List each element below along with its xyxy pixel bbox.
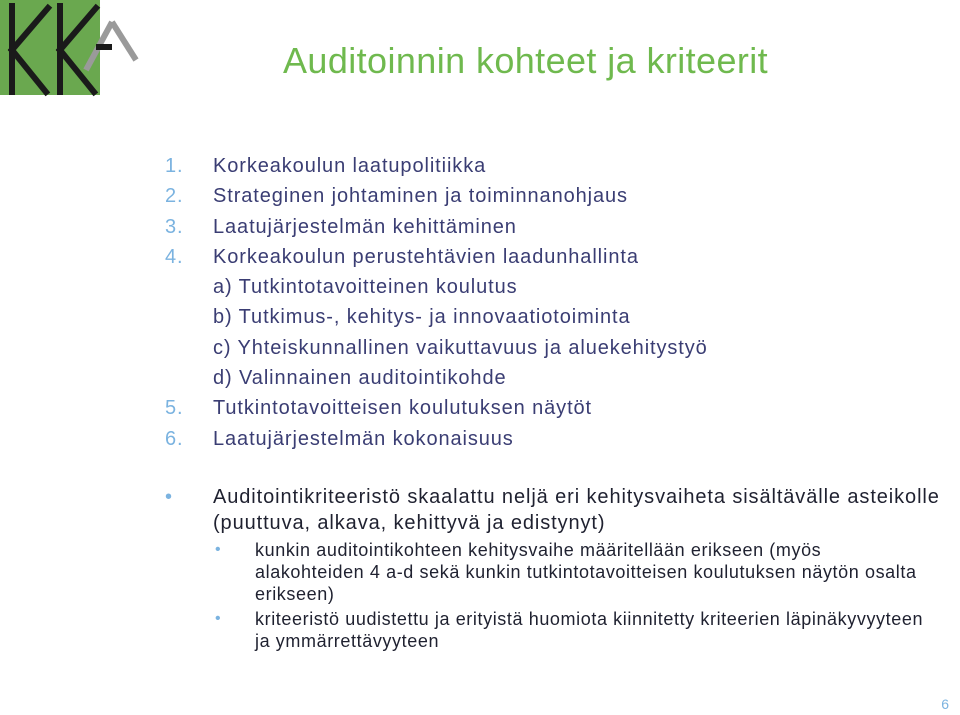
list-number: 4.	[165, 245, 184, 268]
list-subitem	[165, 272, 925, 302]
list-text: d) Valinnainen auditointikohde	[213, 367, 507, 390]
list-subitem	[165, 363, 925, 393]
bullet-icon: •	[215, 610, 222, 627]
list-text: Korkeakoulun perustehtävien laadunhallinta	[213, 245, 639, 268]
slide-number: 6	[941, 696, 949, 712]
list-number: 3.	[165, 215, 184, 238]
bullet-text: Auditointikriteeristö skaalattu neljä eri kehitysvaiheta sisältävälle asteikolle (puuttuva, alkava, kehittyvä ja edistynyt)	[213, 486, 940, 534]
list-number: 6.	[165, 427, 184, 450]
list-text: Tutkintotavoitteisen koulutuksen näytöt	[213, 397, 593, 420]
slide-title: Auditoinnin kohteet ja kriteerit	[283, 40, 769, 81]
list-number: 2.	[165, 185, 184, 208]
kka-logo	[0, 0, 140, 100]
bullet-icon: •	[215, 541, 222, 558]
list-item	[165, 151, 925, 181]
list-item	[165, 181, 925, 211]
list-number: 5.	[165, 397, 184, 420]
list-subitem	[165, 333, 925, 363]
list-item	[165, 242, 925, 272]
list-subitem	[165, 302, 925, 332]
list-number: 1.	[165, 155, 184, 177]
list-text: b) Tutkimus-, kehitys- ja innovaatiotoiminta	[213, 306, 631, 329]
bullet-text: kunkin auditointikohteen kehitysvaihe määritellään erikseen (myös alakohteiden 4 a-d sekä kunkin tutkintotavoitteisen koulutuksen näytön osalta erikseen)	[255, 540, 917, 604]
list-text: c) Yhteiskunnallinen vaikuttavuus ja aluekehitystyö	[213, 336, 708, 359]
list-text: Laatujärjestelmän kehittäminen	[213, 215, 517, 238]
list-text: Laatujärjestelmän kokonaisuus	[213, 427, 514, 450]
list-item	[165, 424, 925, 454]
list-text: a) Tutkintotavoitteinen koulutus	[213, 276, 518, 299]
bullet-icon: •	[165, 486, 173, 508]
list-text: Korkeakoulun laatupolitiikka	[213, 155, 487, 177]
list-item	[165, 212, 925, 242]
bullet-text: kriteeristö uudistettu ja erityistä huomiota kiinnitetty kriteerien läpinäkyvyyteen ja ymmärrettävyyteen	[255, 609, 924, 651]
list-item	[165, 393, 925, 423]
audit-targets-list	[165, 151, 925, 454]
list-text: Strateginen johtaminen ja toiminnanohjaus	[213, 185, 628, 208]
